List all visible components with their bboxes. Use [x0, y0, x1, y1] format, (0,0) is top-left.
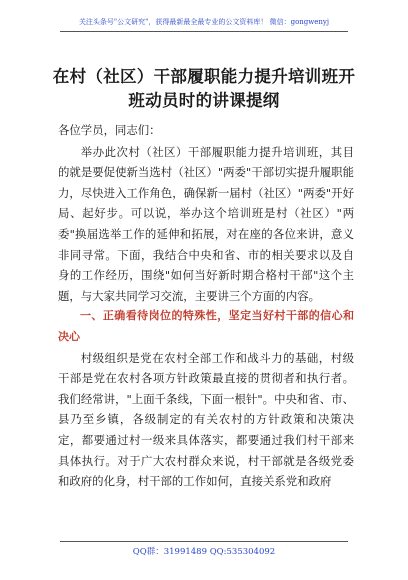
section-heading-1: 一、正确看待岗位的特殊性，坚定当好村干部的信心和决心	[58, 309, 354, 343]
title-line-1: 在村（社区）干部履职能力提升培训班开	[52, 67, 356, 86]
title-line-2: 班动员时的讲课提纲	[128, 91, 280, 110]
paragraph-intro: 举办此次村（社区）干部履职能力提升培训班，其目的就是要促使新当选村（社区）"两委"干部切实提升履职能力，尽快进入工作角色，确保新一届村（社区）"两委"开好局、起好步。可以说，举办这个培训班是村（社区）"两委"换届选举工作的延伸和拓展，对在座的各位来讲，意义非同寻常。下面，我结合中央和省、市的相关要求以及自身的工作经历，围绕"如何当好新时期合格村干部"这个主题，与大家共同学习交流，主要讲三个方面的内容。	[58, 144, 354, 303]
footer-contact: QQ群：31991489 QQ:535304092	[132, 547, 276, 557]
header-banner-link[interactable]: 关注头条号"公文研究"，获得最新最全最专业的公文资料库！ 微信：gongwenyj	[78, 18, 330, 26]
greeting: 各位学员，同志们：	[58, 123, 161, 137]
paragraph-section-1: 村级组织是党在农村全部工作和战斗力的基础，村级干部是党在农村各项方针政策最直接的贯彻者和执行者。我们经常讲，"上面千条线，下面一根针"。中央和省、市、县乃至乡镇，各级制定的有关农村的方针政策和决策决定，都要通过村一级来具体落实，都要通过我们村干部来具体执行。对于广大农村群众来说，村干部就是各级党委和政府的化身，村干部的工作如何，直接关系党和政府	[58, 350, 354, 489]
header-divider	[60, 31, 348, 32]
document-title	[40, 65, 368, 113]
footer-divider	[60, 541, 348, 542]
document-body	[58, 120, 354, 492]
